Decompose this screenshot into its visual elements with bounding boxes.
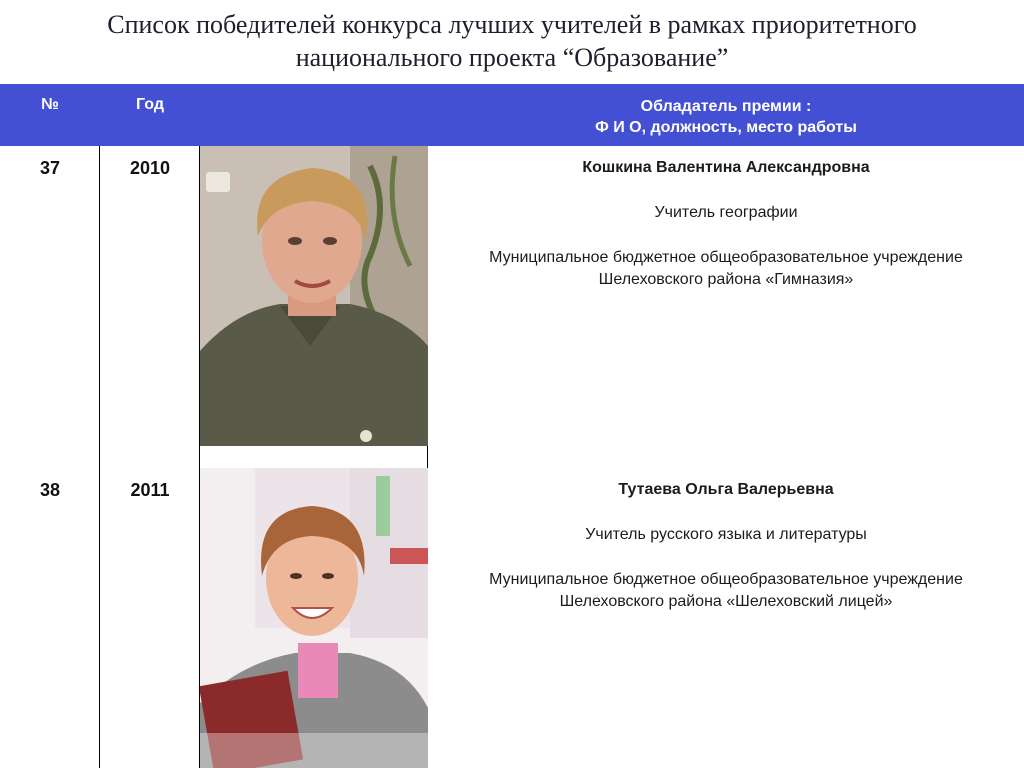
teacher-organization xyxy=(428,569,1024,613)
title-line-2: национального проекта “Образование” xyxy=(295,43,729,72)
header-number: № xyxy=(41,96,59,113)
row-number: 38 xyxy=(39,480,61,500)
teacher-photo xyxy=(200,468,428,768)
organization-line-1: Муниципальное бюджетное общеобразовательное учреждение xyxy=(489,571,963,588)
teacher-name: Тутаева Ольга Валерьевна xyxy=(618,481,834,498)
teacher-info xyxy=(428,479,1024,613)
teacher-position: Учитель русского языка и литературы xyxy=(585,526,867,543)
header-year: Год xyxy=(136,96,164,113)
page-title xyxy=(0,8,1024,74)
teacher-name: Кошкина Валентина Александровна xyxy=(582,159,870,176)
column-divider xyxy=(99,146,100,768)
header-owner-line-2: Ф И О, должность, место работы xyxy=(595,119,857,136)
teacher-photo xyxy=(200,146,428,446)
teacher-info xyxy=(428,157,1024,291)
teacher-organization xyxy=(428,247,1024,291)
title-line-1: Список победителей конкурса лучших учителей в рамках приоритетного xyxy=(107,10,917,39)
header-owner xyxy=(428,96,1024,138)
header-owner-line-1: Обладатель премии : xyxy=(640,98,812,115)
organization-line-2: Шелеховского района «Гимназия» xyxy=(598,271,854,288)
row-year: 2011 xyxy=(130,480,170,500)
row-year: 2010 xyxy=(129,158,171,178)
teacher-position: Учитель географии xyxy=(654,204,798,221)
organization-line-1: Муниципальное бюджетное общеобразовательное учреждение xyxy=(489,249,963,266)
organization-line-2: Шелеховского района «Шелеховский лицей» xyxy=(559,593,893,610)
row-number: 37 xyxy=(39,158,61,178)
table-header xyxy=(0,84,1024,146)
